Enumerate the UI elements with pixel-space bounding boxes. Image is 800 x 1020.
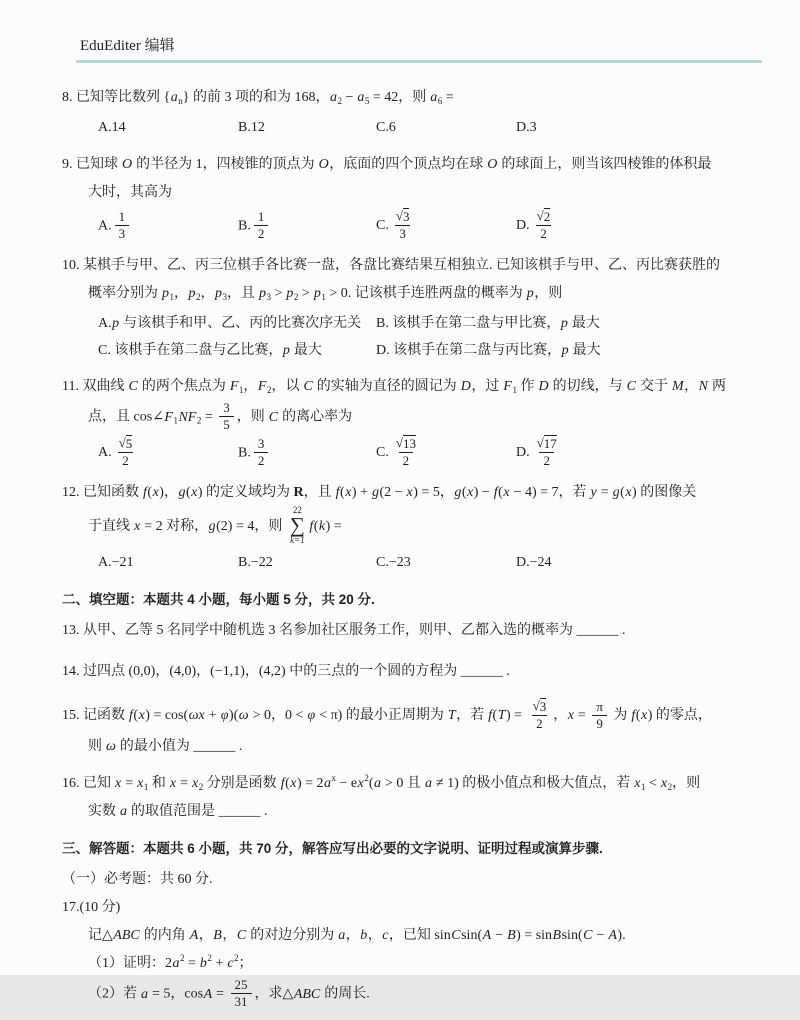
question-12 — [62, 479, 774, 577]
question-text: 16. 已知 $x = x_1$ 和 $x = x_2$ 分别是函数 $f(x) = 2a^x - ex^2(a > 0$ 且 a ≠ 1) 的极小值点和极大值点，若 $x_1 < x_2$，则 — [62, 773, 701, 792]
question-17 — [62, 894, 774, 1011]
option-b: B. 该棋手在第二盘与甲比赛，p 最大 — [376, 316, 600, 331]
section-required-note: （一）必考题：共 60 分. — [62, 872, 213, 887]
options-row — [62, 209, 774, 243]
question-8 — [62, 84, 774, 142]
question-13 — [62, 617, 774, 645]
question-11 — [62, 373, 774, 470]
option-a: A.−21 — [98, 555, 134, 570]
option-a: A. $\frac{1}{3}$ — [98, 210, 238, 243]
question-10 — [62, 252, 774, 364]
option-a: A.14 — [98, 120, 126, 135]
question-text: 13. 从甲、乙等 5 名同学中随机选 3 名参加社区服务工作，则甲、乙都入选的概率为 ______ . — [62, 623, 626, 638]
question-text: 点，且 $\cos\angle F_1NF_2$ = $\frac{3}{5}$ ，则 C 的离心率为 — [88, 400, 353, 432]
option-c: C. √ 3 3 — [376, 208, 410, 241]
option-a: A. √ 5 2 — [98, 435, 133, 468]
section-answer-title: 三、解答题：本题共 6 小题，共 70 分，解答应写出必要的文字说明、证明过程或演算步骤. — [62, 841, 603, 856]
question-text: 10. 某棋手与甲、乙、丙三位棋手各比赛一盘，各盘比赛结果互相独立. 已知该棋手与甲、乙、丙比赛获胜的 — [62, 258, 720, 273]
question-text: 则 ω 的最小值为 ______ . — [88, 739, 243, 754]
option-d: D. √ 17 2 — [516, 435, 557, 468]
option-d: D. √ 2 2 — [516, 208, 551, 241]
option-d: D.3 — [516, 120, 537, 135]
question-text: 8. 已知等比数列 $\{a_n\}$ 的前 3 项的和为 168，$a_2 - a_5 = 42$，则 $a_6$ = — [62, 90, 454, 106]
question-14 — [62, 658, 774, 686]
question-part-1: （1）证明：$2a^2 = b^2 + c^2$； — [88, 953, 253, 971]
section-fill-in-title: 二、填空题：本题共 4 小题，每小题 5 分，共 20 分. — [62, 592, 375, 607]
option-b: B. $\frac{1}{2}$ — [238, 210, 376, 243]
question-number: 17.(10 分) — [62, 900, 121, 915]
options-grid — [62, 310, 774, 364]
option-b: B.−22 — [238, 555, 273, 570]
question-text: 实数 a 的取值范围是 ______ . — [88, 804, 268, 819]
option-d: D.−24 — [516, 555, 552, 570]
question-text: 11. 双曲线 C 的两个焦点为 $F_1$，$F_2$，以 C 的实轴为直径的圆记为 D，过 $F_1$ 作 D 的切线，与 C 交于 M，N 两 — [62, 379, 726, 395]
option-b: B.12 — [238, 120, 265, 135]
option-c: C. 该棋手在第二盘与乙比赛，p 最大 — [98, 343, 322, 358]
options-row — [62, 114, 774, 142]
option-c: C.−23 — [376, 555, 411, 570]
option-c: C.6 — [376, 120, 396, 135]
question-16 — [62, 770, 774, 826]
question-text: 15. 记函数 f(x) = cos(ωx + φ)(ω > 0，0 < φ < π) 的最小正周期为 T，若 f(T) = √ 3 2 ，x = $\frac{\pi}{9}$ 为 f(x) 的零点， — [62, 698, 712, 731]
option-b: B. $\frac{3}{2}$ — [238, 437, 376, 470]
exam-content — [62, 84, 774, 1020]
option-a: A.p 与该棋手和甲、乙、丙的比赛次序无关 — [98, 316, 362, 331]
question-text: 9. 已知球 O 的半径为 1，四棱锥的顶点为 O，底面的四个顶点均在球 O 的球面上，则当该四棱锥的体积最 — [62, 157, 712, 172]
page-title: EduEditer 编辑 — [80, 38, 175, 54]
option-c: C. √ 13 2 — [376, 435, 416, 468]
option-d: D. 该棋手在第二盘与丙比赛，p 最大 — [376, 343, 601, 358]
divider-line — [76, 60, 762, 63]
question-text: 概率分别为 $p_1$，$p_2$，$p_3$，且 $p_3 > p_2 > p_1 > 0$. 记该棋手连胜两盘的概率为 p，则 — [88, 286, 563, 302]
question-text: 14. 过四点 (0,0)，(4,0)，(−1,1)，(4,2) 中的三点的一个圆的方程为 ______ . — [62, 664, 510, 679]
question-text: 大时，其高为 — [88, 185, 172, 200]
question-9 — [62, 151, 774, 243]
question-text: 于直线 x = 2 对称，g(2) = 4，则 22 ∑ k=1 f(k) = — [88, 505, 342, 545]
question-part-2: （2）若 a = 5，cosA = $\frac{25}{31}$ ，求△ABC 的周长. — [88, 977, 370, 1009]
question-15 — [62, 699, 774, 761]
options-row — [62, 549, 774, 577]
question-text: 12. 已知函数 f(x)，g(x) 的定义域均为 R，且 f(x) + g(2 − x) = 5，g(x) − f(x − 4) = 7，若 y = g(x) 的图像关 — [62, 485, 697, 500]
options-row — [62, 436, 774, 470]
question-text: 记△ABC 的内角 A，B，C 的对边分别为 a，b，c，已知 sinCsin(A − B) = sinBsin(C − A). — [88, 928, 626, 943]
